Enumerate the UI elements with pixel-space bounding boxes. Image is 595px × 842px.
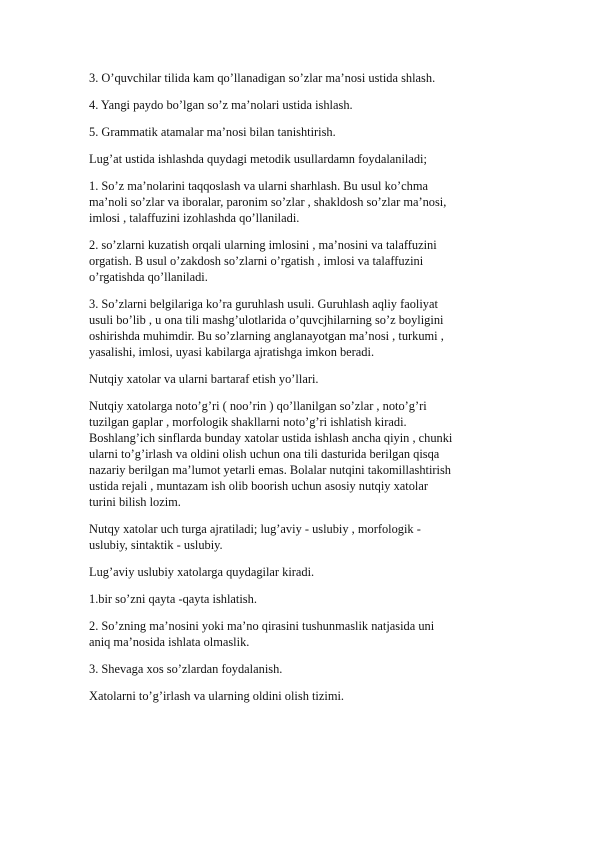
section-heading: Xatolarni to’g’irlash va ularning oldini olish tizimi. — [89, 689, 344, 703]
paragraph: Lug’aviy uslubiy xatolarga quydagilar kiradi. — [89, 565, 315, 579]
list-item: 1.bir so’zni qayta -qayta ishlatish. — [89, 592, 257, 606]
list-item: 3. Shevaga xos so’zlardan foydalanish. — [89, 662, 283, 676]
paragraph: 2. so’zlarni kuzatish orqali ularning imlosini , ma’nosini va talaffuzini orgatish. B usul o’zakdosh so’zlarni o’rgatish , imlosi va talaffuzini o’rgatishda qo’llaniladi. — [89, 238, 437, 284]
paragraph: 5. Grammatik atamalar ma’nosi bilan tanishtirish. — [89, 125, 336, 139]
list-item: 2. So’zning ma’nosini yoki ma’no qirasini tushunmaslik natjasida uni aniq ma’nosida ishlata olmaslik. — [89, 619, 435, 649]
paragraph: Nutqiy xatolarga noto’g’ri ( noo’rin ) qo’llanilgan so’zlar , noto’g’ri tuzilgan gaplar , morfologik shakllarni noto’g’ri ishlatish kiradi. Boshlang’ich sinflarda bunday xatolar ustida ishlash ancha qiyin , chunki ularni to’g’irlash va oldini olish uchun ona tili dasturida berilgan qisqa nazariy berilgan ma’lumot yetarli emas. Bolalar nutqini takomillashtirish ustida rejali , muntazam ish olib boorish uchun asosiy nutqiy xatolar turini bilish lozim. — [89, 399, 453, 509]
paragraph: Nutqy xatolar uch turga ajratiladi; lug’aviy - uslubiy , morfologik - uslubiy, sintaktik - uslubiy. — [89, 522, 421, 552]
document-page — [89, 70, 509, 715]
paragraph: 3. So’zlarni belgilariga ko’ra guruhlash usuli. Guruhlash aqliy faoliyat usuli bo’lib , u ona tili mashg’ulotlarida o’quvcjhilarning so’z boyligini oshirishda muhimdir. Bu so’zlarning anglanayotgan ma’nosi , turkumi , yasalishi, imlosi, uyasi kabilarga ajratishga imkon beradi. — [89, 297, 444, 359]
section-heading: Nutqiy xatolar va ularni bartaraf etish yo’llari. — [89, 372, 319, 386]
paragraph: 3. O’quvchilar tilida kam qo’llanadigan so’zlar ma’nosi ustida shlash. — [89, 71, 436, 85]
paragraph: 1. So’z ma’nolarini taqqoslash va ularni sharhlash. Bu usul ko’chma ma’noli so’zlar va iboralar, paronim so’zlar , shakldosh so’zlar ma’nosi, imlosi , talaffuzini izohlashda qo’llaniladi. — [89, 179, 447, 225]
paragraph: 4. Yangi paydo bo’lgan so’z ma’nolari ustida ishlash. — [89, 98, 353, 112]
paragraph: Lug’at ustida ishlashda quydagi metodik usullardamn foydalaniladi; — [89, 152, 427, 166]
